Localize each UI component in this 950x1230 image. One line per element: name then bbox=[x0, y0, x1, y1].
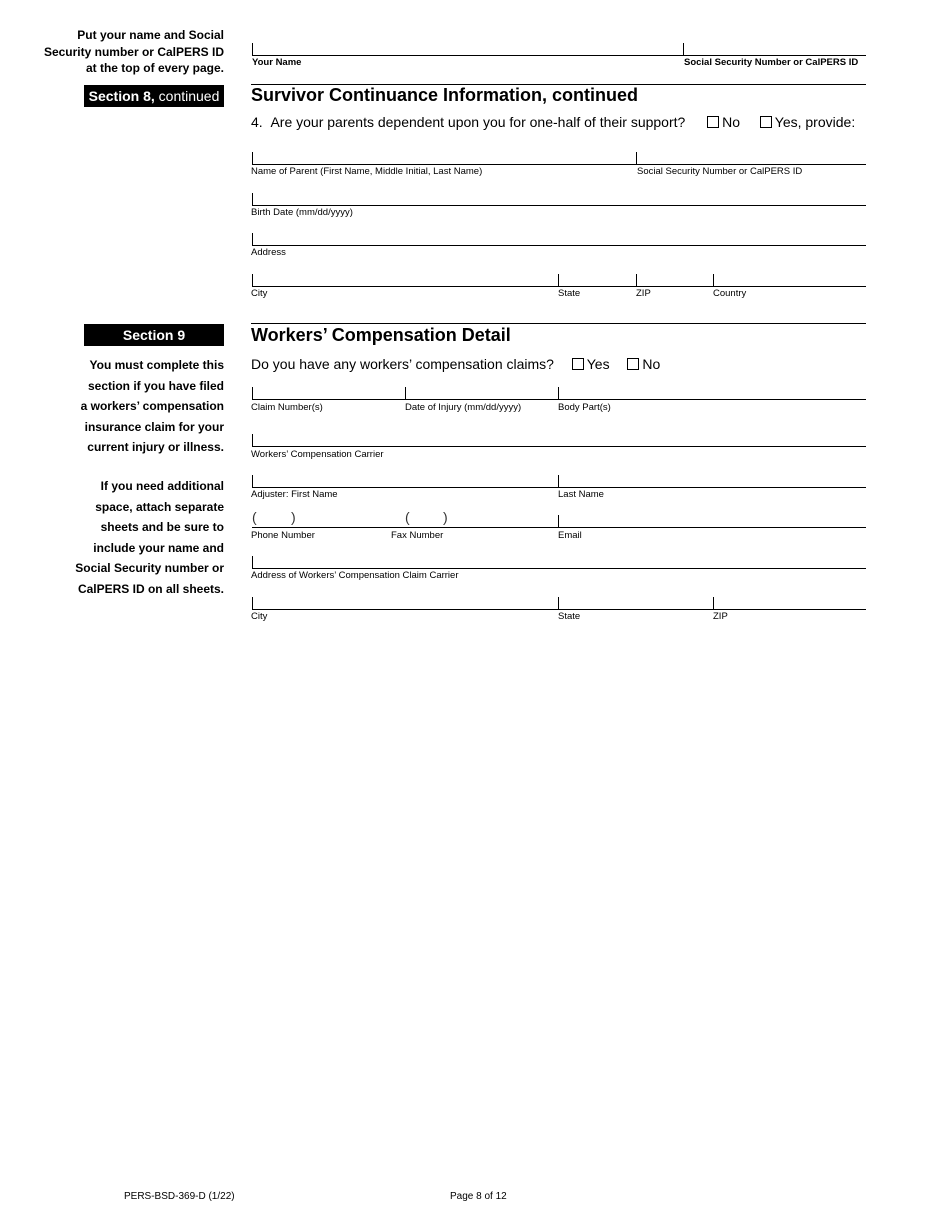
parent-ssn-field[interactable] bbox=[636, 152, 866, 164]
parent-city-label: City bbox=[251, 288, 268, 299]
birth-date-label: Birth Date (mm/dd/yyyy) bbox=[251, 207, 353, 218]
parent-country-label: Country bbox=[713, 288, 747, 299]
parent-zip-field[interactable] bbox=[636, 274, 713, 286]
carrier-city-field[interactable] bbox=[252, 597, 558, 609]
checkbox-icon[interactable] bbox=[707, 116, 719, 128]
parent-country-field[interactable] bbox=[713, 274, 866, 286]
date-of-injury-field[interactable] bbox=[405, 387, 558, 399]
parent-name-field[interactable] bbox=[252, 152, 636, 164]
email-field[interactable] bbox=[558, 515, 866, 527]
section-8-title: Survivor Continuance Information, continued bbox=[251, 85, 639, 105]
birth-date-field[interactable] bbox=[252, 193, 866, 205]
carrier-state-label: State bbox=[558, 611, 581, 622]
page-number: Page 8 of 12 bbox=[450, 1191, 507, 1202]
carrier-label: Workers’ Compensation Carrier bbox=[251, 449, 384, 460]
parents-no-checkbox[interactable]: No bbox=[707, 114, 740, 130]
area-code-open-paren: ( bbox=[405, 509, 410, 525]
carrier-city-label: City bbox=[251, 611, 268, 622]
parent-address-label: Address bbox=[251, 247, 286, 258]
adjuster-first-name-label: Adjuster: First Name bbox=[251, 489, 338, 500]
area-code-open-paren: ( bbox=[252, 509, 257, 525]
section-9-tag: Section 9 bbox=[84, 324, 224, 346]
carrier-zip-field[interactable] bbox=[713, 597, 866, 609]
adjuster-first-name-field[interactable] bbox=[252, 475, 558, 487]
parent-address-field[interactable] bbox=[252, 233, 866, 245]
your-name-field[interactable] bbox=[252, 43, 683, 55]
form-id: PERS-BSD-369-D (1/22) bbox=[124, 1191, 235, 1202]
carrier-field[interactable] bbox=[252, 434, 866, 446]
carrier-address-field[interactable] bbox=[252, 556, 866, 568]
fax-field[interactable] bbox=[405, 509, 558, 527]
header-instruction: Put your name and Social Security number or CalPERS ID at the top of every page. bbox=[43, 28, 224, 75]
claim-number-label: Claim Number(s) bbox=[251, 402, 323, 413]
parent-city-field[interactable] bbox=[252, 274, 558, 286]
parent-name-label: Name of Parent (First Name, Middle Initial, Last Name) bbox=[251, 166, 483, 177]
section-9-note-complete: You must complete this section if you have filed a workers’ compensation insurance claim for your current injury or illness. bbox=[80, 358, 224, 454]
body-parts-field[interactable] bbox=[558, 387, 866, 399]
section-8-tag: Section 8, continued bbox=[84, 85, 224, 107]
area-code-close-paren: ) bbox=[443, 509, 448, 525]
parent-ssn-label: Social Security Number or CalPERS ID bbox=[637, 166, 803, 177]
your-name-label: Your Name bbox=[252, 57, 302, 68]
header-ssn-label: Social Security Number or CalPERS ID bbox=[684, 57, 859, 68]
checkbox-icon[interactable] bbox=[627, 358, 639, 370]
parent-state-label: State bbox=[558, 288, 581, 299]
carrier-address-label: Address of Workers’ Compensation Claim Carrier bbox=[251, 570, 459, 581]
fax-label: Fax Number bbox=[391, 530, 444, 541]
area-code-close-paren: ) bbox=[291, 509, 296, 525]
parents-dependent-question: 4. Are your parents dependent upon you for one-half of their support? No Yes, provide: bbox=[251, 114, 856, 130]
adjuster-last-name-field[interactable] bbox=[558, 475, 866, 487]
claims-no-checkbox[interactable]: No bbox=[627, 356, 660, 372]
claims-yes-checkbox[interactable]: Yes bbox=[572, 356, 610, 372]
body-parts-label: Body Part(s) bbox=[558, 402, 611, 413]
header-ssn-field[interactable] bbox=[683, 43, 866, 55]
section-9-title: Workers’ Compensation Detail bbox=[251, 325, 511, 345]
section-9-rule bbox=[251, 323, 866, 324]
claim-number-field[interactable] bbox=[252, 387, 405, 399]
checkbox-icon[interactable] bbox=[760, 116, 772, 128]
parent-zip-label: ZIP bbox=[636, 288, 651, 299]
phone-field[interactable] bbox=[252, 509, 405, 527]
carrier-zip-label: ZIP bbox=[713, 611, 728, 622]
carrier-state-field[interactable] bbox=[558, 597, 713, 609]
workers-comp-question: Do you have any workers’ compensation claims? Yes No bbox=[251, 356, 661, 372]
parents-yes-checkbox[interactable]: Yes, provide: bbox=[760, 114, 855, 130]
adjuster-last-name-label: Last Name bbox=[558, 489, 604, 500]
checkbox-icon[interactable] bbox=[572, 358, 584, 370]
phone-label: Phone Number bbox=[251, 530, 315, 541]
email-label: Email bbox=[558, 530, 582, 541]
section-9-note-additional: If you need additional space, attach separate sheets and be sure to include your name and Social Security number or CalPERS ID on all sheets. bbox=[75, 479, 224, 596]
parent-state-field[interactable] bbox=[558, 274, 636, 286]
date-of-injury-label: Date of Injury (mm/dd/yyyy) bbox=[405, 402, 522, 413]
